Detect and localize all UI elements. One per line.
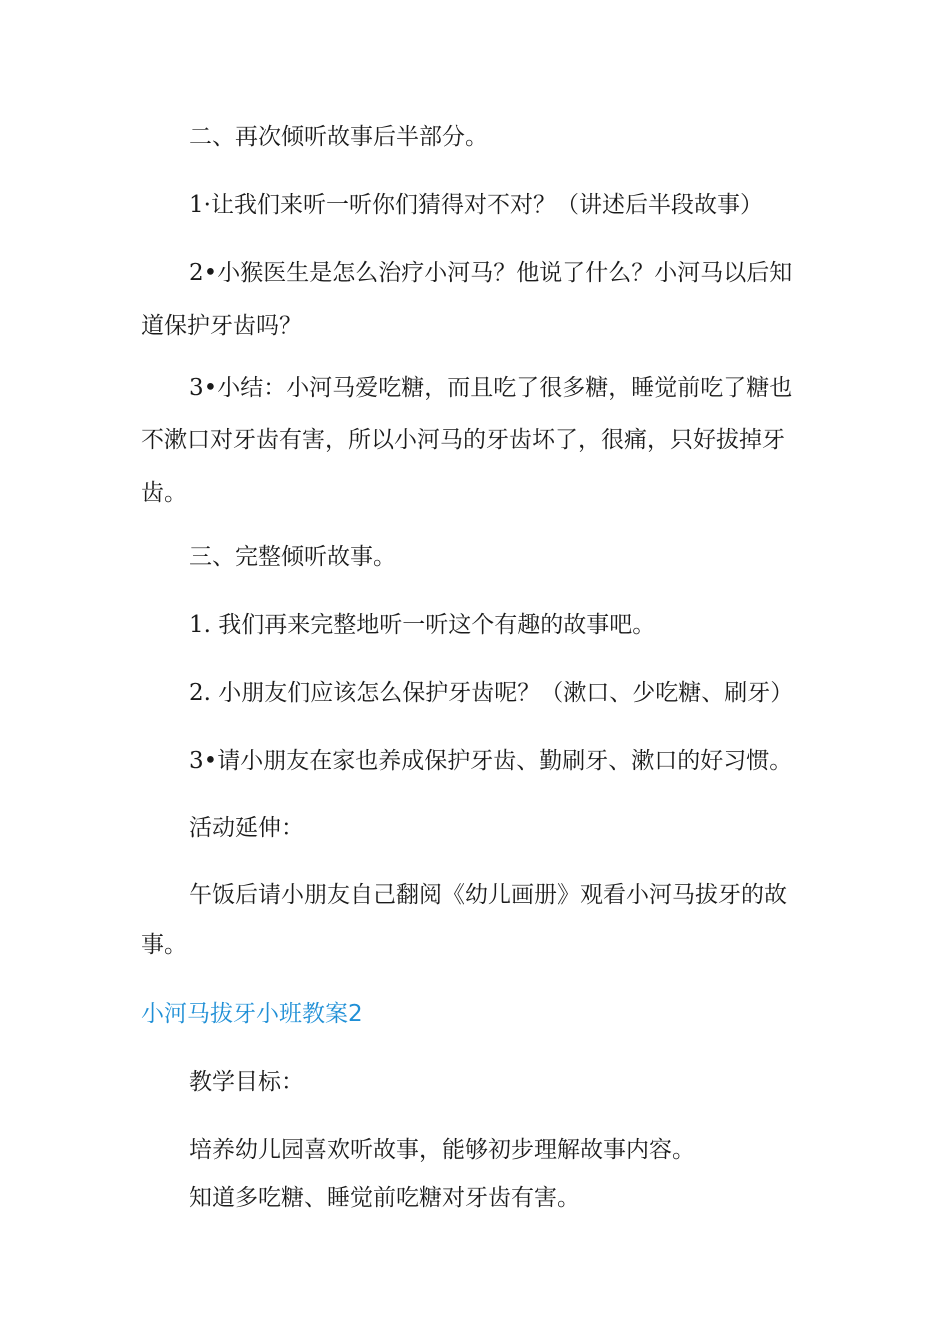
summary-text-end: 齿。 bbox=[141, 480, 187, 506]
activity-extension-title: 活动延伸： bbox=[189, 815, 304, 841]
step-2-text-cont: 道保护牙齿吗？ bbox=[141, 313, 302, 339]
activity-extension-text-cont: 事。 bbox=[141, 932, 187, 958]
summary-text-cont: 不漱口对牙齿有害，所以小河马的牙齿坏了，很痛，只好拔掉牙 bbox=[141, 427, 785, 453]
lesson-plan-2-heading: 小河马拔牙小班教案2 bbox=[141, 1001, 363, 1027]
goal-1-text: 培养幼儿园喜欢听故事，能够初步理解故事内容。 bbox=[189, 1137, 695, 1163]
goal-2-text: 知道多吃糖、睡觉前吃糖对牙齿有害。 bbox=[189, 1185, 580, 1211]
section-two-title: 二、再次倾听故事后半部分。 bbox=[189, 124, 488, 150]
step-2-text: 2•小猴医生是怎么治疗小河马？他说了什么？小河马以后知 bbox=[189, 260, 793, 286]
step-1-text: 1·让我们来听一听你们猜得对不对？（讲述后半段故事） bbox=[189, 192, 763, 218]
listen-step-1: 1. 我们再来完整地听一听这个有趣的故事吧。 bbox=[189, 612, 656, 638]
listen-step-2: 2. 小朋友们应该怎么保护牙齿呢？（漱口、少吃糖、刷牙） bbox=[189, 680, 794, 706]
teaching-goals-title: 教学目标： bbox=[189, 1069, 304, 1095]
summary-text: 3•小结：小河马爱吃糖，而且吃了很多糖，睡觉前吃了糖也 bbox=[189, 375, 793, 401]
activity-extension-text: 午饭后请小朋友自己翻阅《幼儿画册》观看小河马拔牙的故 bbox=[189, 882, 787, 908]
section-three-title: 三、完整倾听故事。 bbox=[189, 544, 396, 570]
listen-step-3: 3•请小朋友在家也养成保护牙齿、勤刷牙、漱口的好习惯。 bbox=[189, 748, 793, 774]
